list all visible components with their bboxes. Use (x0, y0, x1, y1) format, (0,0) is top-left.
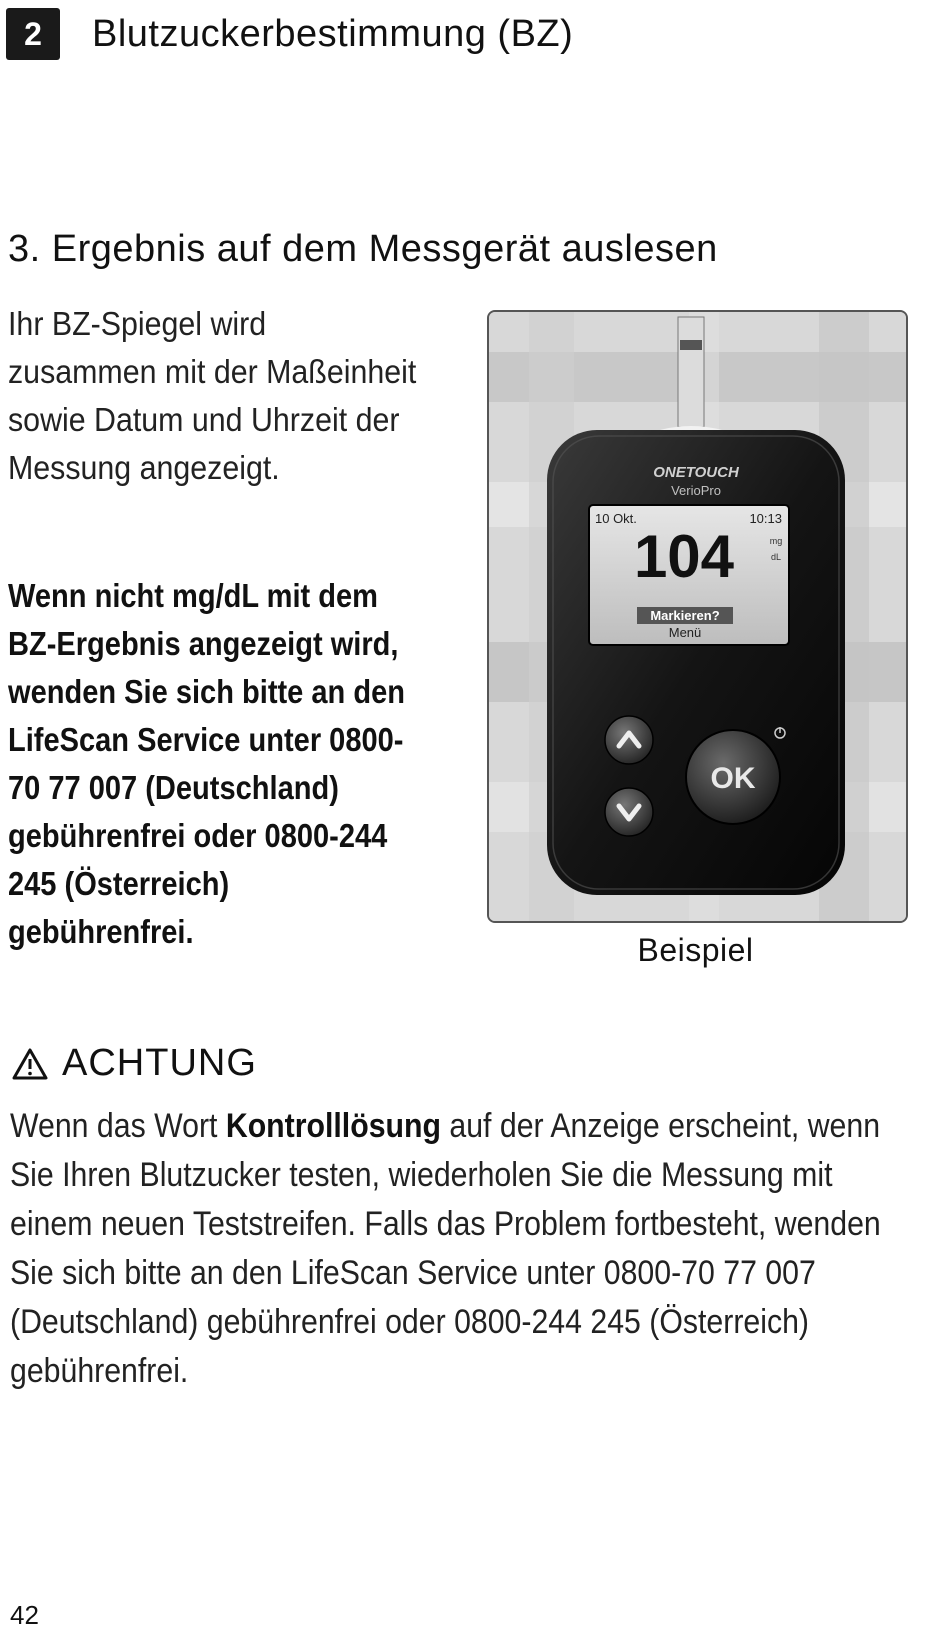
meter-unit-top: mg (769, 536, 783, 546)
meter-time: 10:13 (749, 511, 782, 526)
meter-date: 10 Okt. (595, 511, 637, 526)
warning-heading-text: ACHTUNG (62, 1042, 257, 1084)
chapter-title: Blutzuckerbestimmung (BZ) (92, 13, 574, 55)
warning-triangle-icon (12, 1047, 48, 1081)
meter-up-button[interactable] (605, 716, 653, 764)
intro-paragraph: Ihr BZ-Spiegel wird zusammen mit der Maßeinheit sowie Datum und Uhrzeit der Messung angezeigt. (8, 305, 417, 486)
figure-caption: Beispiel (637, 932, 754, 968)
meter-menu-text: Menü (668, 625, 702, 640)
section-title: 3. Ergebnis auf dem Messgerät auslesen (8, 228, 718, 270)
meter-glucose-value: 104 (633, 523, 735, 590)
meter-unit-bottom: dL (770, 552, 782, 562)
meter-illustration (489, 312, 906, 921)
warning-text-before: Wenn das Wort (10, 1107, 226, 1145)
page-number: 42 (10, 1600, 39, 1630)
chapter-number-badge: 2 (6, 8, 60, 60)
meter-model-text: VerioPro (671, 483, 721, 498)
warning-paragraph (10, 1102, 900, 1396)
meter-photo (487, 310, 908, 923)
meter-ok-label: OK (710, 762, 756, 795)
warning-text-after: auf der Anzeige erscheint, wenn Sie Ihren Blutzucker testen, wiederholen Sie die Messung mit einem neuen Teststreifen. Falls das Problem fortbesteht, wenden Sie sich bitte an den LifeScan Service unter 0800-70 77 007 (Deutschland) gebührenfrei oder 0800-244 245 (Österreich) gebührenfrei. (10, 1107, 881, 1390)
meter-brand-text: ONETOUCH (653, 464, 739, 481)
warning-heading (12, 1042, 257, 1085)
warning-keyword: Kontrolllösung (225, 1107, 441, 1145)
unit-notice-paragraph: Wenn nicht mg/dL mit dem BZ-Ergebnis angezeigt wird, wenden Sie sich bitte an den LifeScan Service unter 0800-70 77 007 (Deutschland) gebührenfrei oder 0800-244 245 (Österreich) gebührenfrei. (8, 577, 405, 950)
meter-down-button[interactable] (605, 788, 653, 836)
meter-highlight-text: Markieren? (650, 608, 720, 623)
